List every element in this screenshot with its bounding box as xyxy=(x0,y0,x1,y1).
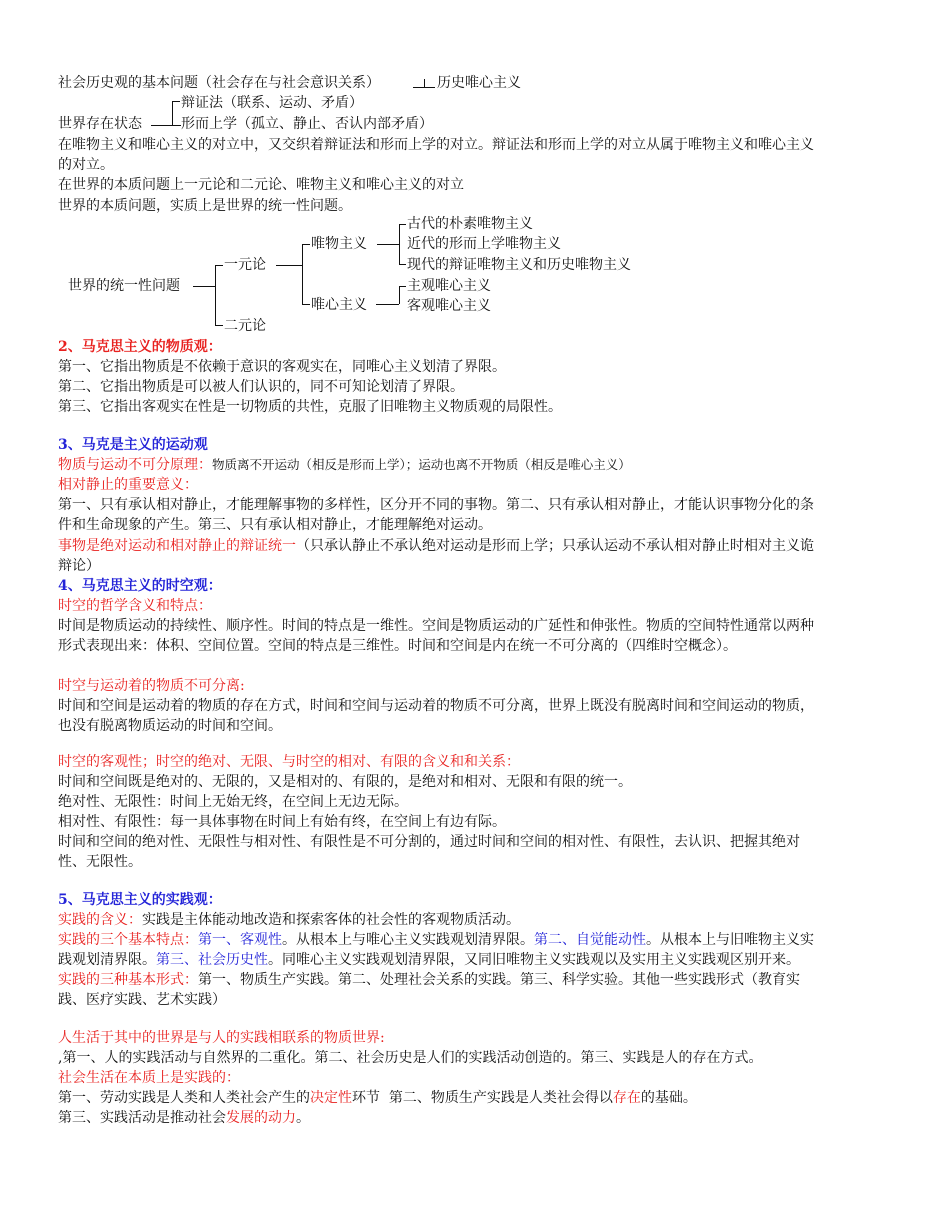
spacetime-objectivity-label: 时空的客观性；时空的绝对、无限、与时空的相对、有限的含义和和关系： xyxy=(58,754,520,770)
inseparable-text: 物质离不开运动（相反是形而上学）；运动也离不开物质（相反是唯心主义） xyxy=(212,457,631,472)
section-2-title: 2、马克思主义的物质观： xyxy=(58,339,222,355)
spacetime-objectivity-1: 时间和空间既是绝对的、无限的，又是相对的、有限的，是绝对和相对、无限和有限的统一。 xyxy=(58,774,632,790)
tree-idealism-subjective: 主观唯心主义 xyxy=(407,278,491,294)
tree-dualism: 二元论 xyxy=(224,318,266,334)
practice-definition-label: 实践的含义： xyxy=(58,912,142,928)
relative-rest-text: 第一、只有承认相对静止，才能理解事物的多样性，区分开不同的事物。第二、只有承认相对静止，才能认识事物分化的条 xyxy=(58,497,814,513)
feature-objectivity-text: 。从根本上与唯心主义实践观划清界限。 xyxy=(282,932,534,948)
tree-idealism: 唯心主义 xyxy=(311,297,367,313)
intro-paragraph-1: 在唯物主义和唯心主义的对立中，又交织着辩证法和形而上学的对立。辩证法和形而上学的对立从属于唯物主义和唯心主义 xyxy=(58,137,814,153)
unity-text: （只承认静止不承认绝对运动是形而上学；只承认运动不承认相对静止时相对主义诡 xyxy=(296,538,814,554)
social-life-text: 的基础。 xyxy=(640,1090,697,1106)
bracket-line xyxy=(172,101,173,125)
tree-connector xyxy=(302,304,310,305)
spacetime-inseparable-label: 时空与运动着的物质不可分离: xyxy=(58,678,245,694)
state-branch-dialectics: 辩证法（联系、运动、矛盾） xyxy=(181,95,363,111)
section-2-point-1: 第一、它指出物质是不依赖于意识的客观实在，同唯心主义划清了界限。 xyxy=(58,359,506,375)
practice-definition-text: 实践是主体能动地改造和探索客体的社会性的客观物质活动。 xyxy=(142,912,520,928)
feature-line2-text: 践观划清界限。 xyxy=(58,952,156,968)
decisive-highlight: 决定性 xyxy=(310,1090,352,1106)
spacetime-objectivity-4-cont: 性、无限性。 xyxy=(58,854,142,870)
tree-connector xyxy=(399,286,406,287)
relative-rest-text-cont: 件和生命现象的产生。第三、只有承认相对静止，才能理解绝对运动。 xyxy=(58,517,492,533)
feature-social-historical-text: 。同唯心主义实践观划清界限，又同旧唯物主义实践观以及实用主义实践观区别开来。 xyxy=(268,952,800,968)
tree-materialism-ancient: 古代的朴素唯物主义 xyxy=(407,216,533,232)
state-label: 世界存在状态 xyxy=(58,116,142,132)
bracket-line xyxy=(424,79,425,88)
tree-connector xyxy=(377,244,399,245)
social-life-text: 第三、实践活动是推动社会 xyxy=(58,1110,226,1126)
spacetime-inseparable-text: 时间和空间是运动着的物质的存在方式，时间和空间与运动着的物质不可分离，世界上既没有脱离时间和空间运动的物质， xyxy=(58,698,814,714)
feature-objectivity: 第一、客观性 xyxy=(198,932,282,948)
social-life-label: 社会生活在本质上是实践的： xyxy=(58,1070,240,1086)
practice-forms xyxy=(58,970,800,990)
practice-forms-label: 实践的三种基本形式： xyxy=(58,972,198,988)
intro-branch-historical-idealism: 历史唯心主义 xyxy=(437,75,521,91)
relative-rest-label: 相对静止的重要意义： xyxy=(58,477,198,493)
practice-forms-text: 第一、物质生产实践。第二、处理社会关系的实践。第三、科学实验。其他一些实践形式（教育实 xyxy=(198,972,800,988)
tree-root: 世界的统一性问题 xyxy=(68,278,180,294)
tree-connector xyxy=(215,265,216,325)
tree-monism: 一元论 xyxy=(224,257,266,273)
inseparable-label: 物质与运动不可分原理： xyxy=(58,457,212,473)
tree-connector xyxy=(193,286,215,287)
tree-connector xyxy=(399,224,406,225)
spacetime-meaning-text: 时间是物质运动的持续性、顺序性。时间的特点是一维性。空间是物质运动的广延性和伸张性。物质的空间特性通常以两种 xyxy=(58,618,814,634)
unity-label: 事物是绝对运动和相对静止的辩证统一 xyxy=(58,538,296,554)
feature-conscious-initiative: 第二、自觉能动性 xyxy=(534,932,646,948)
practice-forms-text-cont: 践、医疗实践、艺术实践） xyxy=(58,992,226,1008)
development-highlight: 发展的动力 xyxy=(226,1110,296,1126)
spacetime-objectivity-4: 时间和空间的绝对性、无限性与相对性、有限性是不可分割的，通过时间和空间的相对性、有限性，去认识、把握其绝对 xyxy=(58,834,800,850)
tree-materialism: 唯物主义 xyxy=(311,236,367,252)
bracket-line xyxy=(172,101,180,102)
section-3-title: 3、马克是主义的运动观 xyxy=(58,437,208,453)
tree-connector xyxy=(215,265,223,266)
tree-connector xyxy=(276,265,302,266)
tree-connector xyxy=(215,325,223,326)
spacetime-objectivity-3: 相对性、有限性：每一具体事物在时间上有始有终，在空间上有边有际。 xyxy=(58,814,506,830)
social-life-text: 。 xyxy=(296,1110,310,1126)
tree-connector xyxy=(399,286,400,304)
social-life-line-2 xyxy=(58,1108,310,1128)
state-branch-metaphysics: 形而上学（孤立、静止、否认内部矛盾） xyxy=(181,116,433,132)
intro-line-1 xyxy=(58,73,380,93)
spacetime-meaning-text-cont: 形式表现出来：体积、空间位置。空间的特点是三维性。时间和空间是内在统一不可分离的（四维时空概念）。 xyxy=(58,638,737,654)
tree-connector xyxy=(302,244,310,245)
intro-paragraph-3: 世界的本质问题，实质上是世界的统一性问题。 xyxy=(58,198,352,214)
practice-definition xyxy=(58,910,520,930)
intro-paragraph-1-cont: 的对立。 xyxy=(58,157,114,173)
tree-idealism-objective: 客观唯心主义 xyxy=(407,298,491,314)
intro-line-1-text: 社会历史观的基本问题（社会存在与社会意识关系） xyxy=(58,75,380,91)
social-life-text: 第一、劳动实践是人类和人类社会产生的 xyxy=(58,1090,310,1106)
social-life-text: 环节 第二、物质生产实践是人类社会得以 xyxy=(352,1090,613,1106)
feature-social-historical: 第三、社会历史性 xyxy=(156,952,268,968)
tree-connector xyxy=(302,244,303,304)
practice-world-text: ,第一、人的实践活动与自然界的二重化。第二、社会历史是人们的实践活动创造的。第三、实践是人的存在方式。 xyxy=(58,1050,763,1066)
tree-connector xyxy=(399,224,400,264)
spacetime-objectivity-2: 绝对性、无限性：时间上无始无终，在空间上无边无际。 xyxy=(58,794,408,810)
section-3-unity xyxy=(58,536,814,556)
social-life-line-1 xyxy=(58,1088,697,1108)
section-2-point-3: 第三、它指出客观实在性是一切物质的共性，克服了旧唯物主义物质观的局限性。 xyxy=(58,399,562,415)
tree-connector xyxy=(376,304,399,305)
tree-materialism-modern: 近代的形而上学唯物主义 xyxy=(407,236,561,252)
tree-materialism-contemporary: 现代的辩证唯物主义和历史唯物主义 xyxy=(407,257,631,273)
unity-text-cont: 辩论） xyxy=(58,558,100,574)
spacetime-inseparable-text-cont: 也没有脱离物质运动的时间和空间。 xyxy=(58,718,282,734)
section-3-inseparable xyxy=(58,455,631,475)
existence-highlight: 存在 xyxy=(612,1090,641,1106)
section-5-title: 5、马克思主义的实践观： xyxy=(58,892,222,908)
feature-conscious-initiative-text: 。从根本上与旧唯物主义实 xyxy=(646,932,814,948)
practice-features xyxy=(58,930,814,950)
practice-features-label: 实践的三个基本特点： xyxy=(58,932,198,948)
spacetime-meaning-label: 时空的哲学含义和特点： xyxy=(58,598,212,614)
intro-paragraph-2: 在世界的本质问题上一元论和二元论、唯物主义和唯心主义的对立 xyxy=(58,177,464,193)
section-4-title: 4、马克思主义的时空观： xyxy=(58,578,222,594)
bracket-line xyxy=(151,125,181,126)
practice-features-cont xyxy=(58,950,800,970)
practice-world-label: 人生活于其中的世界是与人的实践相联系的物质世界: xyxy=(58,1030,385,1046)
tree-connector xyxy=(399,264,406,265)
section-2-point-2: 第二、它指出物质是可以被人们认识的，同不可知论划清了界限。 xyxy=(58,379,464,395)
